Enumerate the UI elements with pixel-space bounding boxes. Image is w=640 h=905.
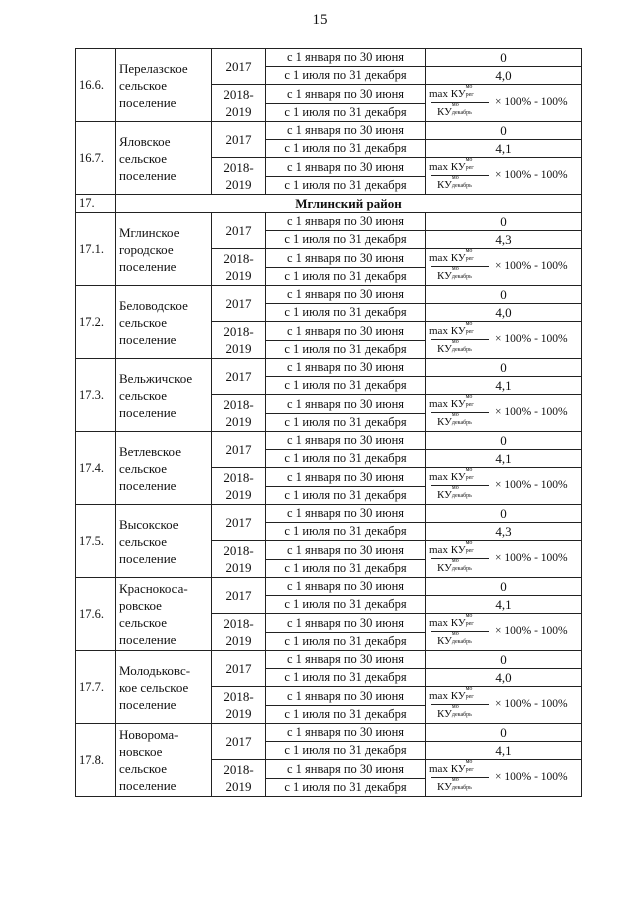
formula [429, 468, 578, 504]
table-row [76, 505, 582, 523]
period-cell: с 1 июля по 31 декабря [266, 450, 426, 468]
settlement-name: Яловское сельское поселение [116, 122, 212, 195]
period-cell: с 1 июля по 31 декабря [266, 67, 426, 85]
fraction-line [431, 412, 489, 413]
value-cell: 0 [426, 432, 582, 450]
formula-denominator: КУ мо декабрь [437, 412, 472, 428]
year-range-cell [212, 322, 266, 359]
value-cell: 0 [426, 651, 582, 669]
formula-cell [426, 85, 582, 122]
fraction-line [431, 175, 489, 176]
fraction-line [431, 631, 489, 632]
period-cell: с 1 июля по 31 декабря [266, 231, 426, 249]
value-cell: 0 [426, 724, 582, 742]
value-cell: 4,3 [426, 231, 582, 249]
formula-denominator: КУ мо декабрь [437, 558, 472, 574]
fraction-line [431, 704, 489, 705]
year-cell: 2017 [212, 213, 266, 249]
formula-tail: × 100% - 100% [495, 625, 568, 637]
period-cell: с 1 января по 30 июня [266, 359, 426, 377]
settlement-name: Ветлевское сельское поселение [116, 432, 212, 505]
formula-tail: × 100% - 100% [495, 260, 568, 272]
tariff-table [75, 48, 582, 797]
period-cell: с 1 января по 30 июня [266, 432, 426, 450]
period-cell: с 1 января по 30 июня [266, 541, 426, 560]
settlement-name: Мглинское городское поселение [116, 213, 212, 286]
formula-numerator: max КУ мо рег [429, 686, 474, 702]
value-cell: 4,1 [426, 377, 582, 395]
period-cell: с 1 июля по 31 декабря [266, 559, 426, 578]
formula-numerator: max КУ мо рег [429, 613, 474, 629]
year-range: 2018- 2019 [223, 87, 254, 119]
fraction-line [431, 558, 489, 559]
period-cell: с 1 января по 30 июня [266, 322, 426, 341]
formula-denominator: КУ мо декабрь [437, 175, 472, 191]
table-row [76, 49, 582, 67]
district-name: Мглинский район [116, 195, 582, 213]
period-cell: с 1 июля по 31 декабря [266, 523, 426, 541]
formula-numerator: max КУ мо рег [429, 540, 474, 556]
table-row [76, 359, 582, 377]
year-cell: 2017 [212, 49, 266, 85]
period-cell: с 1 июля по 31 декабря [266, 632, 426, 651]
period-cell: с 1 июля по 31 декабря [266, 705, 426, 724]
year-range-cell [212, 85, 266, 122]
page-number: 15 [312, 12, 328, 28]
year-cell: 2017 [212, 122, 266, 158]
settlement-name: Краснокоса-ровское сельское поселение [116, 578, 212, 651]
formula-cell [426, 249, 582, 286]
period-cell: с 1 января по 30 июня [266, 249, 426, 268]
entry-number: 17.1. [76, 213, 116, 286]
entry-number: 17.2. [76, 286, 116, 359]
formula-tail: × 100% - 100% [495, 169, 568, 181]
formula-tail: × 100% - 100% [495, 552, 568, 564]
year-range-cell [212, 687, 266, 724]
period-cell: с 1 января по 30 июня [266, 760, 426, 779]
period-cell: с 1 января по 30 июня [266, 85, 426, 104]
formula-numerator: max КУ мо рег [429, 157, 474, 173]
entry-number: 17.5. [76, 505, 116, 578]
value-cell: 0 [426, 122, 582, 140]
period-cell: с 1 июля по 31 декабря [266, 267, 426, 286]
year-range: 2018- 2019 [223, 543, 254, 575]
formula [429, 158, 578, 194]
formula-numerator: max КУ мо рег [429, 759, 474, 775]
table-row [76, 122, 582, 140]
period-cell: с 1 июля по 31 декабря [266, 413, 426, 432]
period-cell: с 1 июля по 31 декабря [266, 377, 426, 395]
year-range-cell [212, 541, 266, 578]
formula-cell [426, 468, 582, 505]
table-row [76, 432, 582, 450]
year-range-cell [212, 760, 266, 797]
formula [429, 760, 578, 796]
year-range-cell [212, 614, 266, 651]
district-number: 17. [76, 195, 116, 213]
period-cell: с 1 января по 30 июня [266, 614, 426, 633]
value-cell: 0 [426, 286, 582, 304]
formula-denominator: КУ мо декабрь [437, 485, 472, 501]
period-cell: с 1 января по 30 июня [266, 505, 426, 523]
value-cell: 4,0 [426, 67, 582, 85]
year-range: 2018- 2019 [223, 762, 254, 794]
formula-denominator: КУ мо декабрь [437, 631, 472, 647]
settlement-name: Молодьковс-кое сельское поселение [116, 651, 212, 724]
formula [429, 687, 578, 723]
settlement-name: Беловодское сельское поселение [116, 286, 212, 359]
formula-numerator: max КУ мо рег [429, 467, 474, 483]
entry-number: 17.4. [76, 432, 116, 505]
value-cell: 4,3 [426, 523, 582, 541]
year-range: 2018- 2019 [223, 616, 254, 648]
year-cell: 2017 [212, 505, 266, 541]
period-cell: с 1 июля по 31 декабря [266, 176, 426, 195]
period-cell: с 1 января по 30 июня [266, 49, 426, 67]
period-cell: с 1 июля по 31 декабря [266, 486, 426, 505]
period-cell: с 1 января по 30 июня [266, 724, 426, 742]
year-cell: 2017 [212, 724, 266, 760]
period-cell: с 1 января по 30 июня [266, 395, 426, 414]
fraction-line [431, 266, 489, 267]
formula [429, 614, 578, 650]
formula [429, 85, 578, 121]
formula [429, 395, 578, 431]
formula-tail: × 100% - 100% [495, 771, 568, 783]
entry-number: 17.6. [76, 578, 116, 651]
formula-denominator: КУ мо декабрь [437, 102, 472, 118]
table-row [76, 286, 582, 304]
formula-cell [426, 322, 582, 359]
entry-number: 17.8. [76, 724, 116, 797]
fraction-line [431, 777, 489, 778]
period-cell: с 1 января по 30 июня [266, 651, 426, 669]
formula [429, 541, 578, 577]
entry-number: 17.3. [76, 359, 116, 432]
period-cell: с 1 июля по 31 декабря [266, 669, 426, 687]
formula [429, 322, 578, 358]
formula-cell [426, 158, 582, 195]
value-cell: 4,1 [426, 140, 582, 158]
year-cell: 2017 [212, 286, 266, 322]
formula-cell [426, 687, 582, 724]
period-cell: с 1 июля по 31 декабря [266, 596, 426, 614]
table-row [76, 213, 582, 231]
value-cell: 4,1 [426, 596, 582, 614]
year-range: 2018- 2019 [223, 324, 254, 356]
formula-tail: × 100% - 100% [495, 333, 568, 345]
value-cell: 0 [426, 578, 582, 596]
settlement-name: Новорома-новское сельское поселение [116, 724, 212, 797]
formula-tail: × 100% - 100% [495, 96, 568, 108]
period-cell: с 1 января по 30 июня [266, 578, 426, 596]
year-range-cell [212, 158, 266, 195]
year-cell: 2017 [212, 359, 266, 395]
table-row [76, 578, 582, 596]
entry-number: 16.7. [76, 122, 116, 195]
value-cell: 4,0 [426, 304, 582, 322]
formula-numerator: max КУ мо рег [429, 84, 474, 100]
year-range: 2018- 2019 [223, 397, 254, 429]
value-cell: 0 [426, 359, 582, 377]
period-cell: с 1 января по 30 июня [266, 687, 426, 706]
table-row [76, 724, 582, 742]
formula-cell [426, 541, 582, 578]
formula-denominator: КУ мо декабрь [437, 777, 472, 793]
formula-denominator: КУ мо декабрь [437, 339, 472, 355]
formula-numerator: max КУ мо рег [429, 321, 474, 337]
period-cell: с 1 июля по 31 декабря [266, 340, 426, 359]
year-range-cell [212, 468, 266, 505]
formula-cell [426, 614, 582, 651]
value-cell: 0 [426, 505, 582, 523]
table-row [76, 651, 582, 669]
period-cell: с 1 января по 30 июня [266, 158, 426, 177]
formula-denominator: КУ мо декабрь [437, 266, 472, 282]
formula-cell [426, 395, 582, 432]
year-cell: 2017 [212, 651, 266, 687]
period-cell: с 1 июля по 31 декабря [266, 140, 426, 158]
formula-tail: × 100% - 100% [495, 406, 568, 418]
formula [429, 249, 578, 285]
settlement-name: Вельжичское сельское поселение [116, 359, 212, 432]
formula-numerator: max КУ мо рег [429, 248, 474, 264]
fraction-line [431, 102, 489, 103]
period-cell: с 1 июля по 31 декабря [266, 103, 426, 122]
period-cell: с 1 июля по 31 декабря [266, 778, 426, 797]
year-range-cell [212, 395, 266, 432]
value-cell: 4,0 [426, 669, 582, 687]
value-cell: 4,1 [426, 450, 582, 468]
formula-tail: × 100% - 100% [495, 698, 568, 710]
year-range: 2018- 2019 [223, 160, 254, 192]
value-cell: 0 [426, 213, 582, 231]
settlement-name: Высокское сельское поселение [116, 505, 212, 578]
district-row [76, 195, 582, 213]
year-range: 2018- 2019 [223, 470, 254, 502]
entry-number: 17.7. [76, 651, 116, 724]
period-cell: с 1 января по 30 июня [266, 122, 426, 140]
period-cell: с 1 июля по 31 декабря [266, 304, 426, 322]
year-range-cell [212, 249, 266, 286]
fraction-line [431, 485, 489, 486]
entry-number: 16.6. [76, 49, 116, 122]
formula-denominator: КУ мо декабрь [437, 704, 472, 720]
formula-cell [426, 760, 582, 797]
year-range: 2018- 2019 [223, 689, 254, 721]
value-cell: 4,1 [426, 742, 582, 760]
year-cell: 2017 [212, 578, 266, 614]
period-cell: с 1 января по 30 июня [266, 213, 426, 231]
formula-numerator: max КУ мо рег [429, 394, 474, 410]
settlement-name: Перелазское сельское поселение [116, 49, 212, 122]
value-cell: 0 [426, 49, 582, 67]
year-range: 2018- 2019 [223, 251, 254, 283]
period-cell: с 1 июля по 31 декабря [266, 742, 426, 760]
formula-tail: × 100% - 100% [495, 479, 568, 491]
year-cell: 2017 [212, 432, 266, 468]
fraction-line [431, 339, 489, 340]
period-cell: с 1 января по 30 июня [266, 468, 426, 487]
period-cell: с 1 января по 30 июня [266, 286, 426, 304]
